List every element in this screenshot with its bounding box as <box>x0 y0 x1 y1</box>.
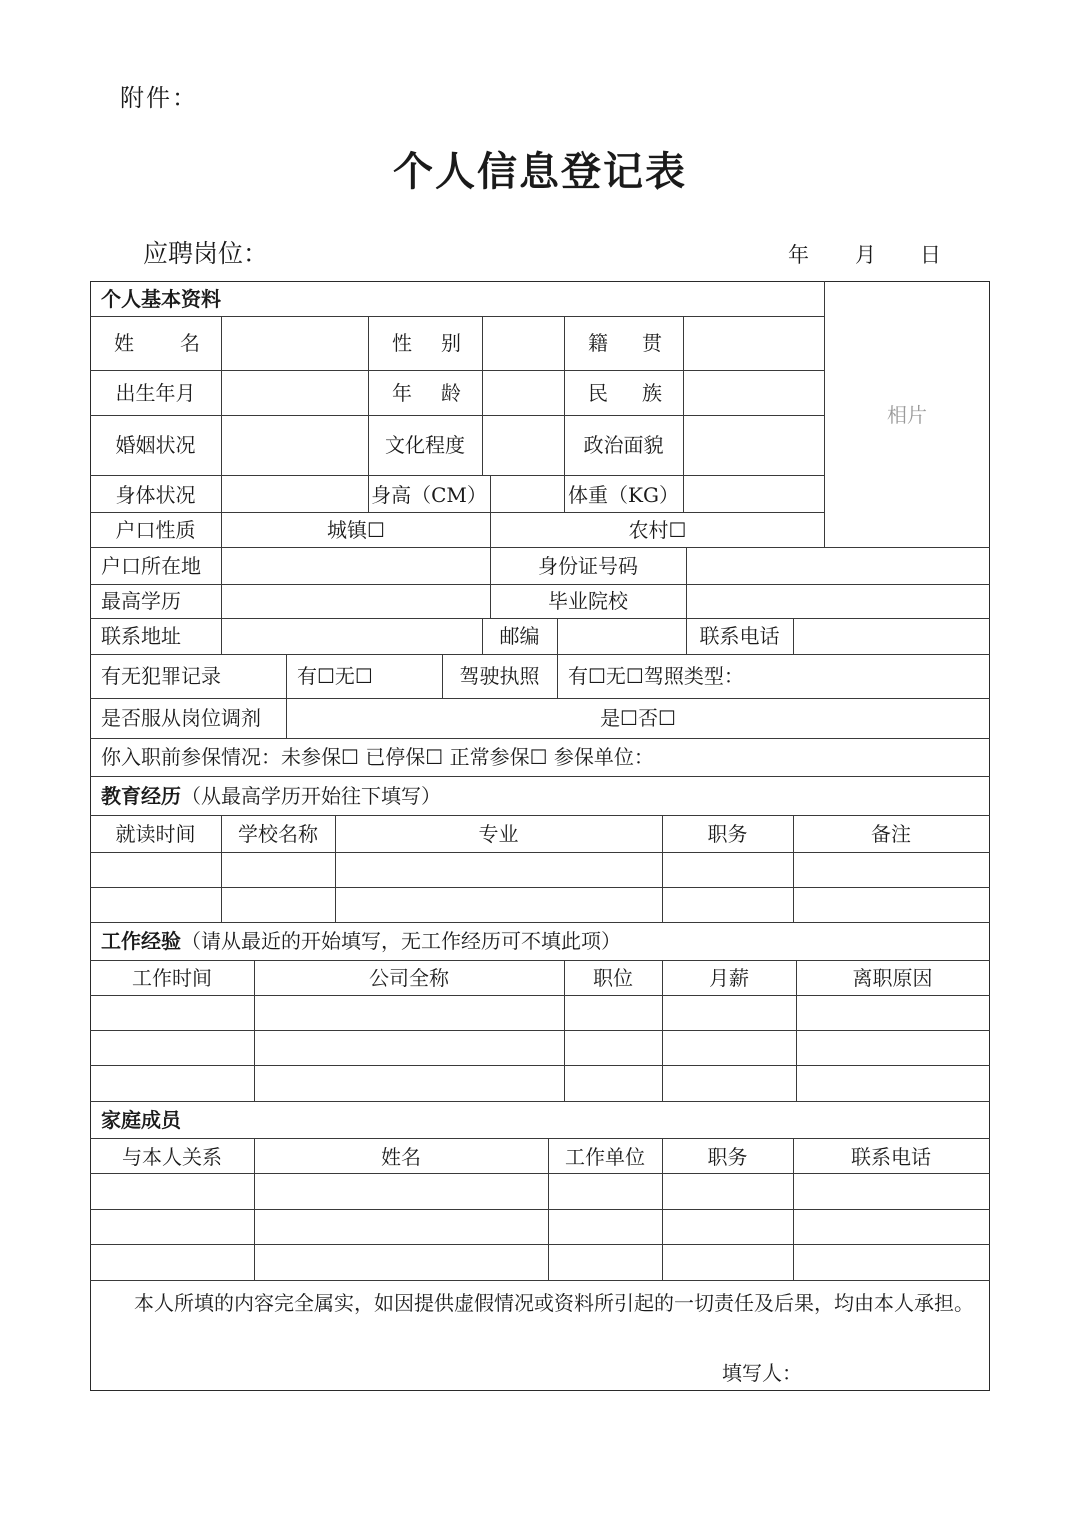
field-marital[interactable] <box>222 416 368 475</box>
label-birth: 出生年月 <box>115 380 196 405</box>
photo-box[interactable]: 相片 <box>887 402 927 427</box>
label-hukou-type: 户口性质 <box>115 517 196 542</box>
edu-col-school: 学校名称 <box>238 821 318 846</box>
table-row[interactable] <box>91 888 989 922</box>
checkbox-urban[interactable]: 城镇☐ <box>327 517 385 542</box>
row-divider <box>90 1280 990 1281</box>
checkbox-criminal[interactable]: 有☐无☐ <box>297 664 373 688</box>
field-native-place[interactable] <box>684 317 824 370</box>
edu-col-time: 就读时间 <box>115 821 196 846</box>
declaration-text: 本人所填的内容完全属实，如因提供虚假情况或资料所引起的一切责任及后果，均由本人承担。 <box>134 1291 974 1315</box>
label-height: 身高（CM） <box>371 483 487 507</box>
field-ethnicity[interactable] <box>684 371 824 415</box>
field-political[interactable] <box>684 416 824 475</box>
table-row[interactable] <box>91 996 989 1030</box>
field-hukou-location[interactable] <box>222 548 490 584</box>
field-name[interactable] <box>222 317 368 370</box>
family-col-phone: 联系电话 <box>851 1144 931 1169</box>
work-col-time: 工作时间 <box>132 965 212 990</box>
table-row[interactable] <box>91 1245 989 1280</box>
field-age[interactable] <box>483 371 564 415</box>
edu-col-role: 职务 <box>707 821 748 846</box>
table-row[interactable] <box>91 1066 989 1101</box>
section-family: 家庭成员 <box>101 1107 181 1132</box>
work-col-salary: 月薪 <box>709 965 749 990</box>
table-row[interactable] <box>91 1031 989 1065</box>
field-birth[interactable] <box>222 371 368 415</box>
family-col-relation: 与本人关系 <box>122 1144 222 1169</box>
section-work-note: （请从最近的开始填写，无工作经历可不填此项） <box>181 929 621 953</box>
label-ethnicity: 民 族 <box>588 380 662 405</box>
label-education-level: 文化程度 <box>385 433 465 457</box>
work-col-reason: 离职原因 <box>852 965 933 990</box>
family-col-role: 职务 <box>707 1144 748 1169</box>
field-highest-degree[interactable] <box>222 585 490 618</box>
signer-label[interactable]: 填写人： <box>722 1361 802 1385</box>
table-row[interactable] <box>91 1174 989 1209</box>
table-row[interactable] <box>91 853 989 887</box>
label-hukou-location: 户口所在地 <box>101 553 201 578</box>
field-health[interactable] <box>222 476 368 512</box>
label-license: 驾驶执照 <box>459 664 540 688</box>
label-age: 年 龄 <box>392 380 461 405</box>
label-political: 政治面貌 <box>583 433 664 457</box>
family-col-name: 姓名 <box>381 1144 421 1169</box>
date-year-label: 年 <box>788 243 809 267</box>
checkbox-license[interactable]: 有☐无☐驾照类型： <box>568 664 744 688</box>
field-address[interactable] <box>222 619 482 654</box>
label-graduated-school: 毕业院校 <box>548 589 628 613</box>
field-gender[interactable] <box>483 317 564 370</box>
field-phone[interactable] <box>794 619 989 654</box>
field-postcode[interactable] <box>558 619 686 654</box>
edu-col-major: 专业 <box>478 821 519 846</box>
field-height[interactable] <box>491 476 564 512</box>
label-address: 联系地址 <box>101 624 181 648</box>
section-work-title: 工作经验 <box>101 929 181 953</box>
section-education-note: （从最高学历开始往下填写） <box>181 783 441 808</box>
form-title: 个人信息登记表 <box>393 148 687 195</box>
label-postcode: 邮编 <box>499 624 540 648</box>
label-phone: 联系电话 <box>699 624 780 648</box>
label-highest-degree: 最高学历 <box>101 589 181 613</box>
work-col-position: 职位 <box>593 965 633 990</box>
section-work <box>90 922 989 960</box>
field-id-number[interactable] <box>687 548 989 584</box>
label-health: 身体状况 <box>115 483 196 507</box>
label-id-number: 身份证号码 <box>538 553 638 578</box>
date-month-label: 月 <box>855 243 876 267</box>
section-basic-info: 个人基本资料 <box>101 287 221 311</box>
label-native-place: 籍 贯 <box>588 331 662 355</box>
field-education-level[interactable] <box>483 416 564 475</box>
label-weight: 体重（KG） <box>568 483 679 507</box>
position-label: 应聘岗位： <box>143 239 269 268</box>
section-education-title: 教育经历 <box>101 783 181 808</box>
checkbox-transfer[interactable]: 是☐否☐ <box>600 706 676 730</box>
work-col-company: 公司全称 <box>369 965 449 990</box>
label-criminal: 有无犯罪记录 <box>101 664 221 688</box>
checkbox-rural[interactable]: 农村☐ <box>628 517 687 542</box>
insurance-row[interactable]: 你入职前参保情况：未参保☐ 已停保☐ 正常参保☐ 参保单位： <box>101 745 654 769</box>
label-marital: 婚姻状况 <box>115 433 196 457</box>
table-row[interactable] <box>91 1210 989 1244</box>
date-day-label: 日 <box>920 243 941 267</box>
label-transfer: 是否服从岗位调剂 <box>101 706 261 730</box>
attachment-label: 附件： <box>120 84 198 112</box>
label-gender: 性 别 <box>392 331 461 355</box>
field-graduated-school[interactable] <box>687 585 989 618</box>
field-weight[interactable] <box>684 476 824 512</box>
section-education <box>90 776 989 815</box>
label-name: 姓 名 <box>114 331 200 355</box>
edu-col-notes: 备注 <box>871 821 911 846</box>
family-col-employer: 工作单位 <box>565 1144 645 1169</box>
